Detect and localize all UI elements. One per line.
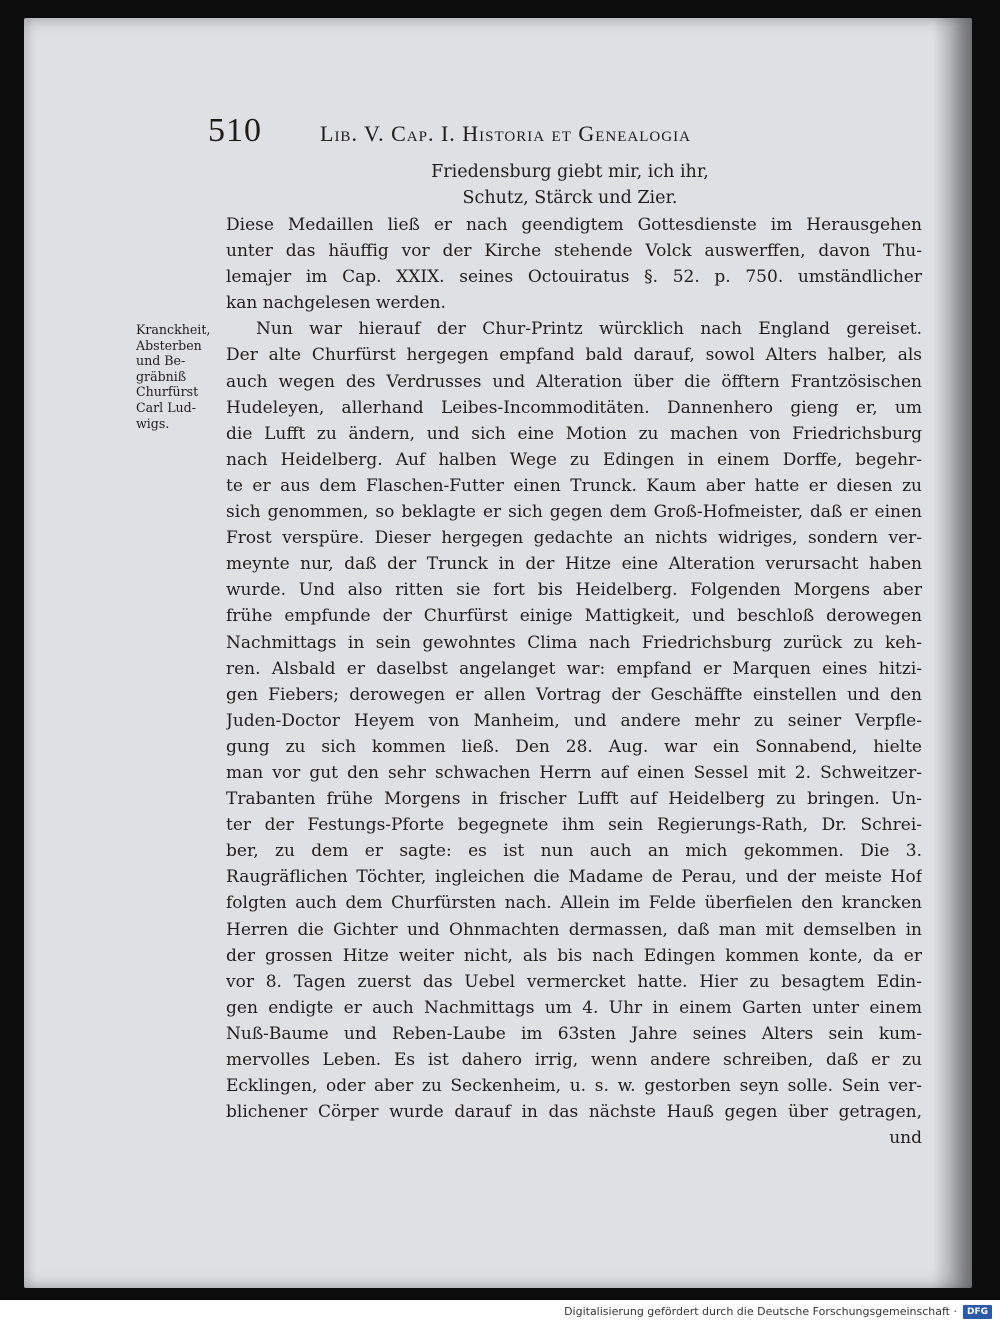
text-line: blichener Cörper wurde darauf in das nächste Hauß gegen über getragen, xyxy=(226,1102,922,1123)
margin-note-line: gräbniß xyxy=(136,368,187,384)
text-line: unter das häuffig vor der Kirche stehende Volck auswerffen, davon Thu- xyxy=(226,241,922,262)
text-line: meynte nur, daß der Trunck in der Hitze eine Alteration verursacht haben xyxy=(226,554,922,575)
text-line: kan nachgelesen werden. xyxy=(226,293,446,314)
text-line: folgten auch dem Churfürsten nach. Allein im Felde überfielen den krancken xyxy=(226,893,922,914)
text-line: Nuß-Baume und Reben-Laube im 63sten Jahre seines Alters sein kum- xyxy=(226,1023,922,1044)
text-line: frühe empfunde der Churfürst einige Mattigkeit, und beschloß derowegen xyxy=(226,606,922,627)
spine-shadow xyxy=(932,18,972,1288)
text-line: ber, zu dem er sagte: es ist nun auch an mich gekommen. Die 3. xyxy=(226,841,922,862)
text-line: Nachmittags in sein gewohntes Clima nach Friedrichsburg zurück zu keh- xyxy=(226,632,922,653)
text-line: gung zu sich kommen ließ. Den 28. Aug. war ein Sonnabend, hielte xyxy=(226,736,922,757)
text-line: man vor gut den sehr schwachen Herrn auf einen Sessel mit 2. Schweitzer- xyxy=(226,762,922,783)
margin-note-line: und Be- xyxy=(136,353,186,369)
verse-line-2: Schutz, Stärck und Zier. xyxy=(462,188,678,208)
text-line: ter der Festungs-Pforte begegnete ihm sein Regierungs-Rath, Dr. Schrei- xyxy=(226,815,922,836)
text-line: sich genommen, so beklagte er sich gegen dem Groß-Hofmeister, daß er einen xyxy=(226,502,922,523)
text-line: der grossen Hitze weiter nicht, als bis nach Edingen kommen konte, da er xyxy=(226,945,922,966)
text-line: mervolles Leben. Es ist dahero irrig, wenn andere schreiben, daß er zu xyxy=(226,1050,922,1070)
text-line: vor 8. Tagen zuerst das Uebel vermercket hatte. Hier zu besagtem Edin- xyxy=(226,971,922,992)
text-line: die Lufft zu ändern, und sich eine Motion zu machen von Friedrichsburg xyxy=(226,423,922,444)
footer-credit: Digitalisierung gefördert durch die Deutsche Forschungsgemeinschaft · xyxy=(564,1305,957,1318)
text-line: Ecklingen, oder aber zu Seckenheim, u. s. w. gestorben seyn solle. Sein ver- xyxy=(226,1076,922,1097)
text-line: nach Heidelberg. Auf halben Wege zu Edingen in einem Dorffe, begehr- xyxy=(226,449,922,470)
dfg-logo-icon[interactable]: DFG xyxy=(963,1305,992,1319)
footer xyxy=(0,1300,1000,1323)
text-line: Der alte Churfürst hergegen empfand bald darauf, sowol Alters halber, als xyxy=(226,345,922,366)
running-head-title: Lib. V. Cap. I. Historia et Genealogia xyxy=(320,121,691,146)
verse-line-1: Friedensburg giebt mir, ich ihr, xyxy=(431,162,709,182)
text-line: gen Fiebers; derowegen er allen Vortrag der Geschäffte einstellen und den xyxy=(226,684,922,705)
margin-note-line: Carl Lud- xyxy=(136,399,196,415)
text-line: Trabanten frühe Morgens in frischer Lufft auf Heidelberg zu bringen. Un- xyxy=(226,789,922,810)
text-line: lemajer im Cap. XXIX. seines Octouiratus §. 52. p. 750. umständlicher xyxy=(226,267,922,288)
text-line: auch wegen des Verdrusses und Alteration über die öfftern Frantzösischen xyxy=(226,371,922,392)
text-line: Herren die Gichter und Ohnmachten dermassen, daß man mit demselben in xyxy=(226,919,922,940)
text-line: te er aus dem Flaschen-Futter einen Trunck. Kaum aber hatte er diesen zu xyxy=(226,475,922,496)
margin-note-line: wigs. xyxy=(136,415,170,431)
catchword: und xyxy=(889,1128,922,1149)
text-line: wurde. Und also ritten sie fort bis Heidelberg. Folgenden Morgens aber xyxy=(226,580,922,601)
text-line: gen endigte er auch Nachmittags um 4. Uhr in einem Garten unter einem xyxy=(226,997,922,1018)
body-text xyxy=(226,212,922,1151)
margin-note xyxy=(136,322,226,431)
margin-note-line: Kranckheit, xyxy=(136,322,211,337)
text-line: ren. Alsbald er daselbst angelanget war: empfand er Marquen eines hitzi- xyxy=(226,658,922,679)
text-line: Nun war hierauf der Chur-Printz würcklich nach England gereiset. xyxy=(256,319,922,340)
page-number: 510 xyxy=(208,112,262,149)
text-line: Diese Medaillen ließ er nach geendigtem Gottesdienste im Herausgehen xyxy=(226,215,922,235)
text-line: Frost verspüre. Dieser hergegen gedachte an nichts widriges, sondern ver- xyxy=(226,528,922,549)
running-head xyxy=(208,112,818,150)
margin-note-line: Churfürst xyxy=(136,384,199,400)
text-line: Raugräflichen Töchter, ingleichen die Madame de Perau, und der meiste Hof xyxy=(226,867,922,888)
text-line: Juden-Doctor Heyem von Manheim, und andere mehr zu seiner Verpfle- xyxy=(226,710,922,731)
margin-note-line: Absterben xyxy=(136,337,202,353)
text-line: Hudeleyen, allerhand Leibes-Incommoditäten. Dannenhero gieng er, um xyxy=(226,397,922,418)
